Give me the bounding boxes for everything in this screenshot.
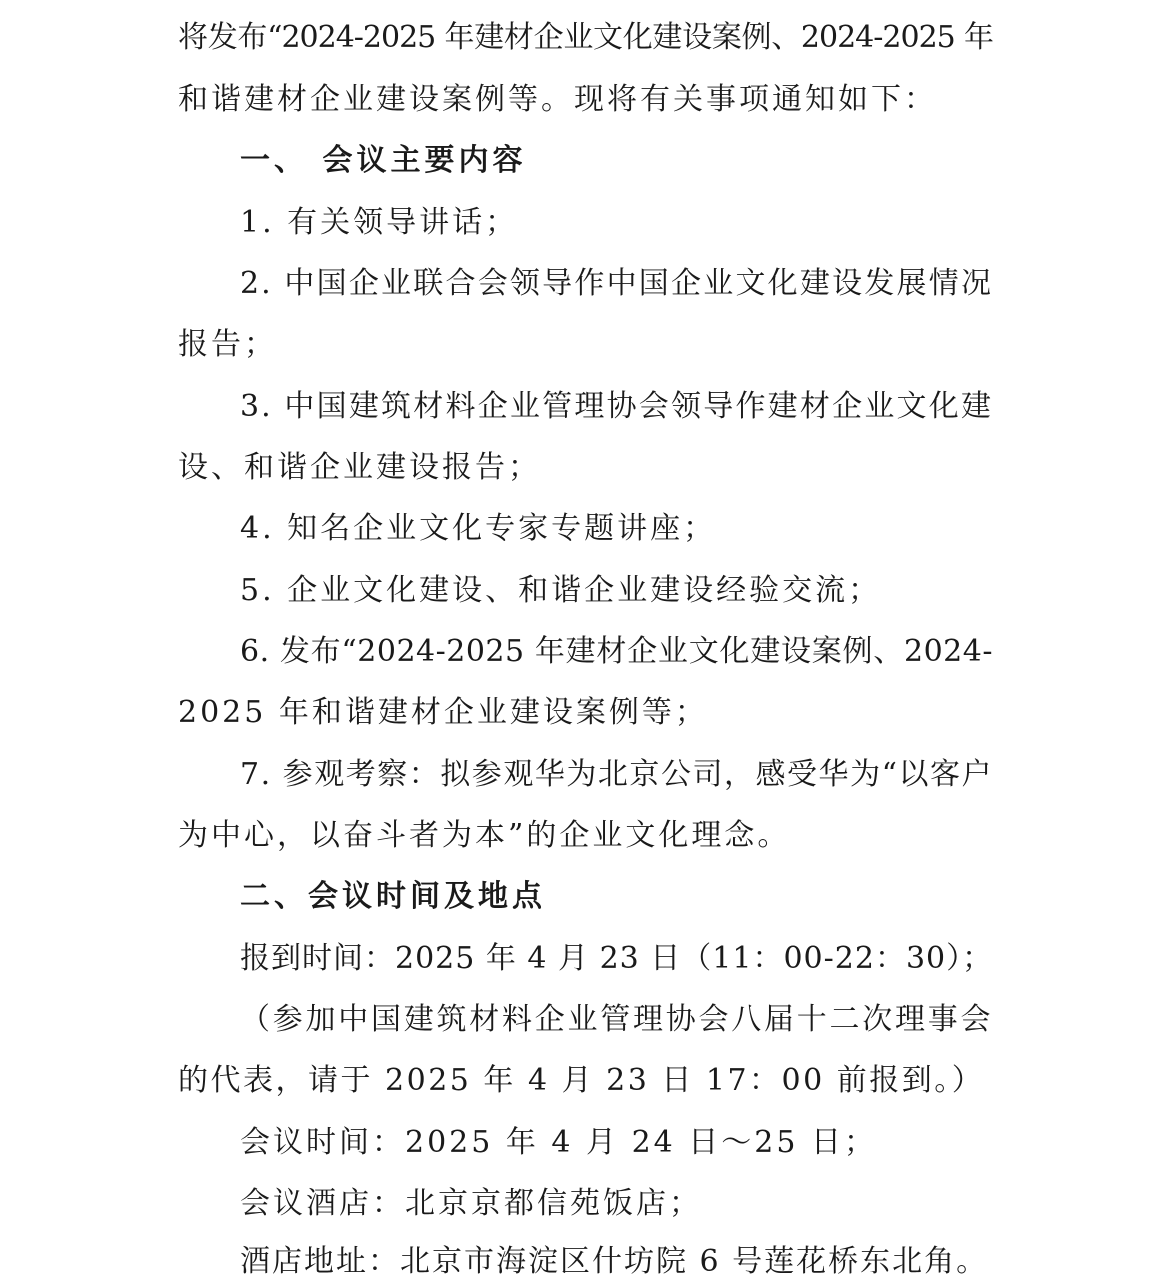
- list-item: 2. 中国企业联合会领导作中国企业文化建设发展情况: [240, 266, 993, 301]
- list-item: 6. 发布“2024-2025 年建材企业文化建设案例、2024-: [240, 634, 993, 669]
- list-item: 4. 知名企业文化专家专题讲座；: [240, 511, 717, 546]
- list-item: 7. 参观考察：拟参观华为北京公司，感受华为“以客户: [240, 757, 993, 792]
- paragraph-line: 将发布“2024-2025 年建材企业文化建设案例、2024-2025 年: [178, 20, 993, 55]
- list-item: 3. 中国建筑材料企业管理协会领导作建材企业文化建: [240, 389, 993, 424]
- council-note: （参加中国建筑材料企业管理协会八届十二次理事会: [240, 1002, 993, 1037]
- list-item-continuation: 为中心，以奋斗者为本”的企业文化理念。: [178, 818, 791, 853]
- section-heading: 一、 会议主要内容: [240, 143, 527, 178]
- section-heading: 二、会议时间及地点: [240, 879, 546, 914]
- checkin-time: 报到时间：2025 年 4 月 23 日（11：00-22：30）；: [240, 941, 994, 976]
- hotel-address: 酒店地址：北京市海淀区什坊院 6 号莲花桥东北角。: [240, 1244, 989, 1279]
- council-note-continuation: 的代表，请于 2025 年 4 月 23 日 17：00 前报到。）: [178, 1063, 985, 1098]
- list-item-continuation: 报告；: [178, 327, 277, 362]
- list-item-continuation: 设、和谐企业建设报告；: [178, 450, 541, 485]
- list-item: 5. 企业文化建设、和谐企业建设经验交流；: [240, 573, 882, 608]
- list-item: 1. 有关领导讲话；: [240, 205, 519, 240]
- paragraph-line: 和谐建材企业建设案例等。现将有关事项通知如下：: [178, 82, 937, 117]
- list-item-continuation: 2025 年和谐建材企业建设案例等；: [178, 695, 708, 730]
- meeting-hotel: 会议酒店：北京京都信苑饭店；: [240, 1186, 702, 1221]
- meeting-time: 会议时间：2025 年 4 月 24 日～25 日；: [240, 1125, 877, 1160]
